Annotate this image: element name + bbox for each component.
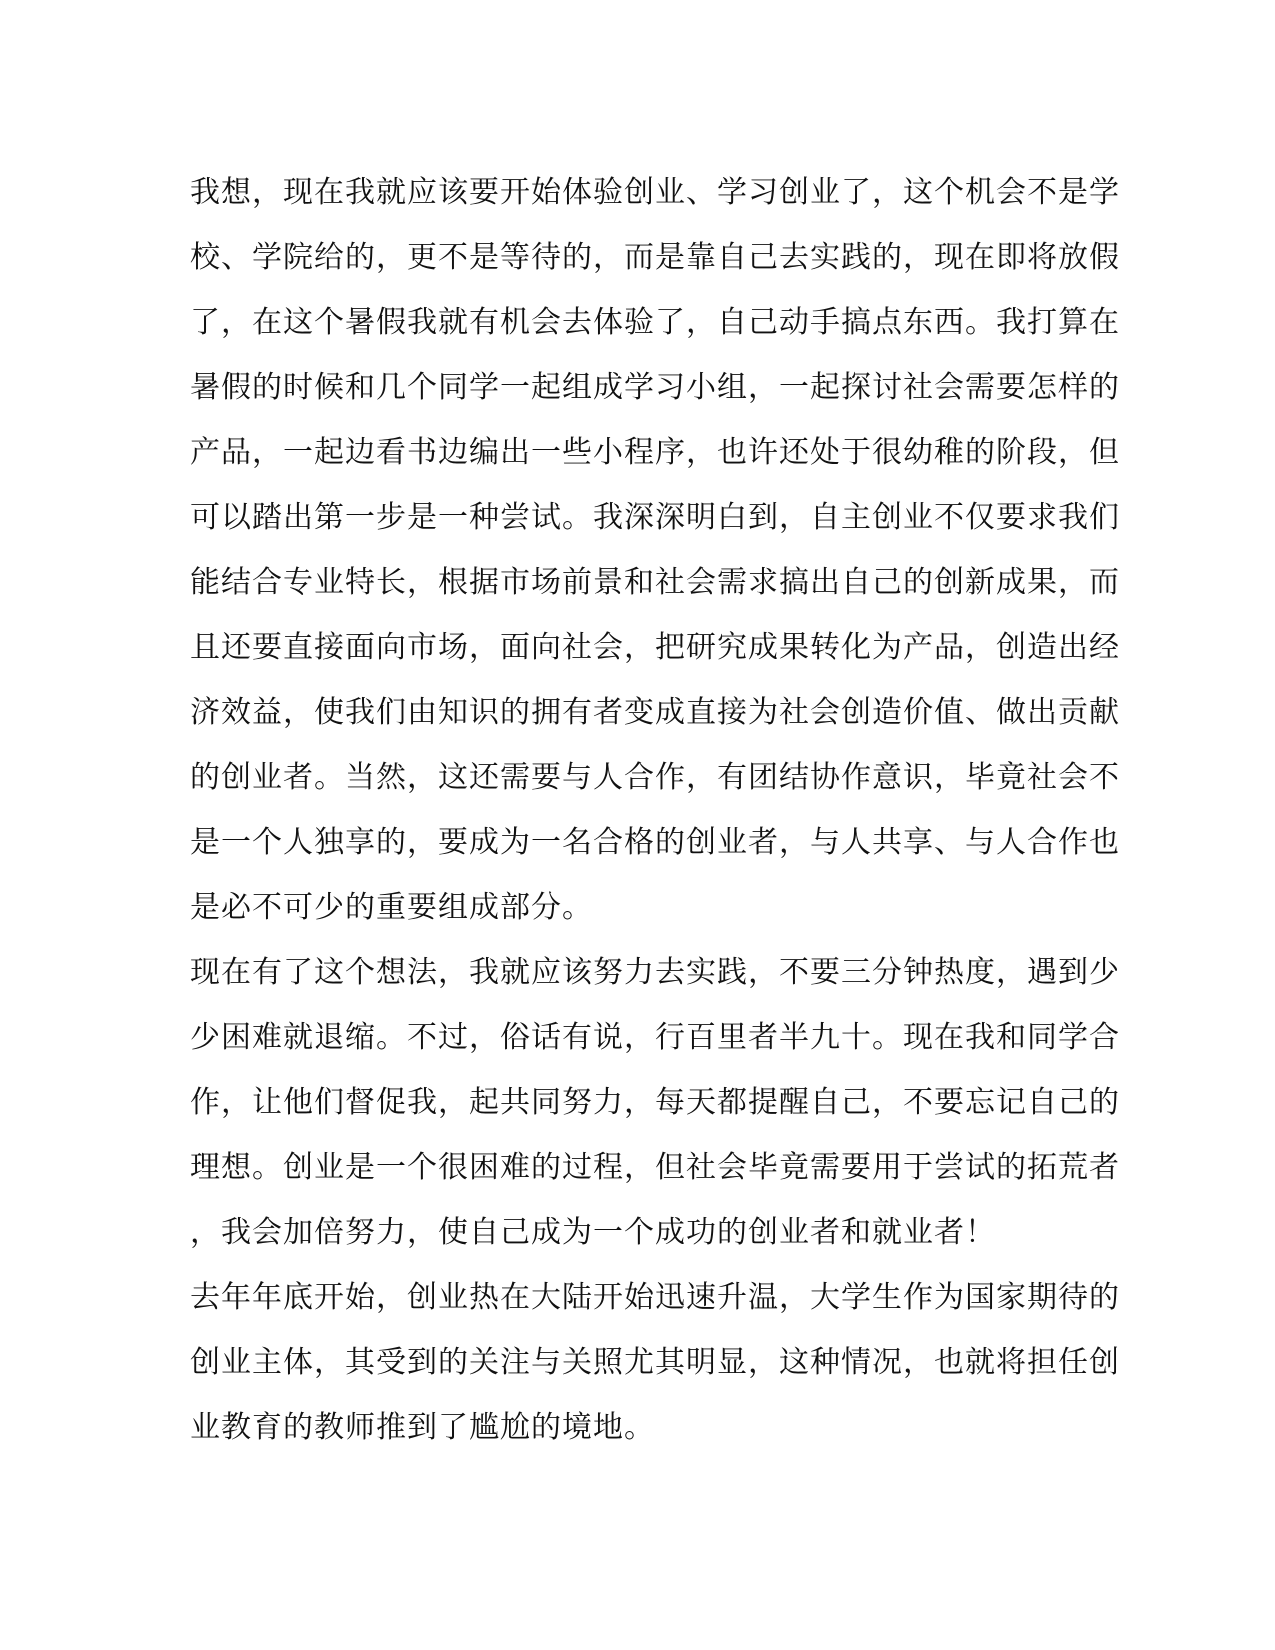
- text-line: ，我会加倍努力，使自己成为一个成功的创业者和就业者！: [190, 1215, 996, 1250]
- text-line: 是必不可少的重要组成部分。: [190, 890, 593, 925]
- text-line: 业教育的教师推到了尴尬的境地。: [190, 1410, 655, 1445]
- text-line: 了，在这个暑假我就有机会去体验了，自己动手搞点东西。我打算在: [190, 305, 1120, 340]
- text-line: 的创业者。当然，这还需要与人合作，有团结协作意识，毕竟社会不: [190, 760, 1120, 795]
- text-line: 可以踏出第一步是一种尝试。我深深明白到，自主创业不仅要求我们: [190, 500, 1120, 535]
- text-line: 是一个人独享的，要成为一名合格的创业者，与人共享、与人合作也: [190, 825, 1120, 860]
- text-line: 校、学院给的，更不是等待的，而是靠自己去实践的，现在即将放假: [190, 240, 1120, 275]
- text-line: 我想，现在我就应该要开始体验创业、学习创业了，这个机会不是学: [190, 175, 1120, 210]
- paragraph-3: [190, 1265, 1120, 1460]
- text-line: 少困难就退缩。不过，俗话有说，行百里者半九十。现在我和同学合: [190, 1020, 1120, 1055]
- text-line: 现在有了这个想法，我就应该努力去实践，不要三分钟热度，遇到少: [190, 955, 1120, 990]
- text-line: 济效益，使我们由知识的拥有者变成直接为社会创造价值、做出贡献: [190, 695, 1120, 730]
- text-line: 产品，一起边看书边编出一些小程序，也许还处于很幼稚的阶段，但: [190, 435, 1120, 470]
- text-line: 暑假的时候和几个同学一起组成学习小组，一起探讨社会需要怎样的: [190, 370, 1120, 405]
- paragraph-2: [190, 940, 1120, 1265]
- text-line: 理想。创业是一个很困难的过程，但社会毕竟需要用于尝试的拓荒者: [190, 1150, 1120, 1185]
- text-line: 去年年底开始，创业热在大陆开始迅速升温，大学生作为国家期待的: [190, 1280, 1120, 1315]
- text-line: 作，让他们督促我，起共同努力，每天都提醒自己，不要忘记自己的: [190, 1085, 1120, 1120]
- paragraph-1: [190, 160, 1120, 940]
- text-line: 创业主体，其受到的关注与关照尤其明显，这种情况，也就将担任创: [190, 1345, 1120, 1380]
- text-line: 能结合专业特长，根据市场前景和社会需求搞出自己的创新成果，而: [190, 565, 1120, 600]
- document-body: [190, 160, 1120, 1460]
- text-line: 且还要直接面向市场，面向社会，把研究成果转化为产品，创造出经: [190, 630, 1120, 665]
